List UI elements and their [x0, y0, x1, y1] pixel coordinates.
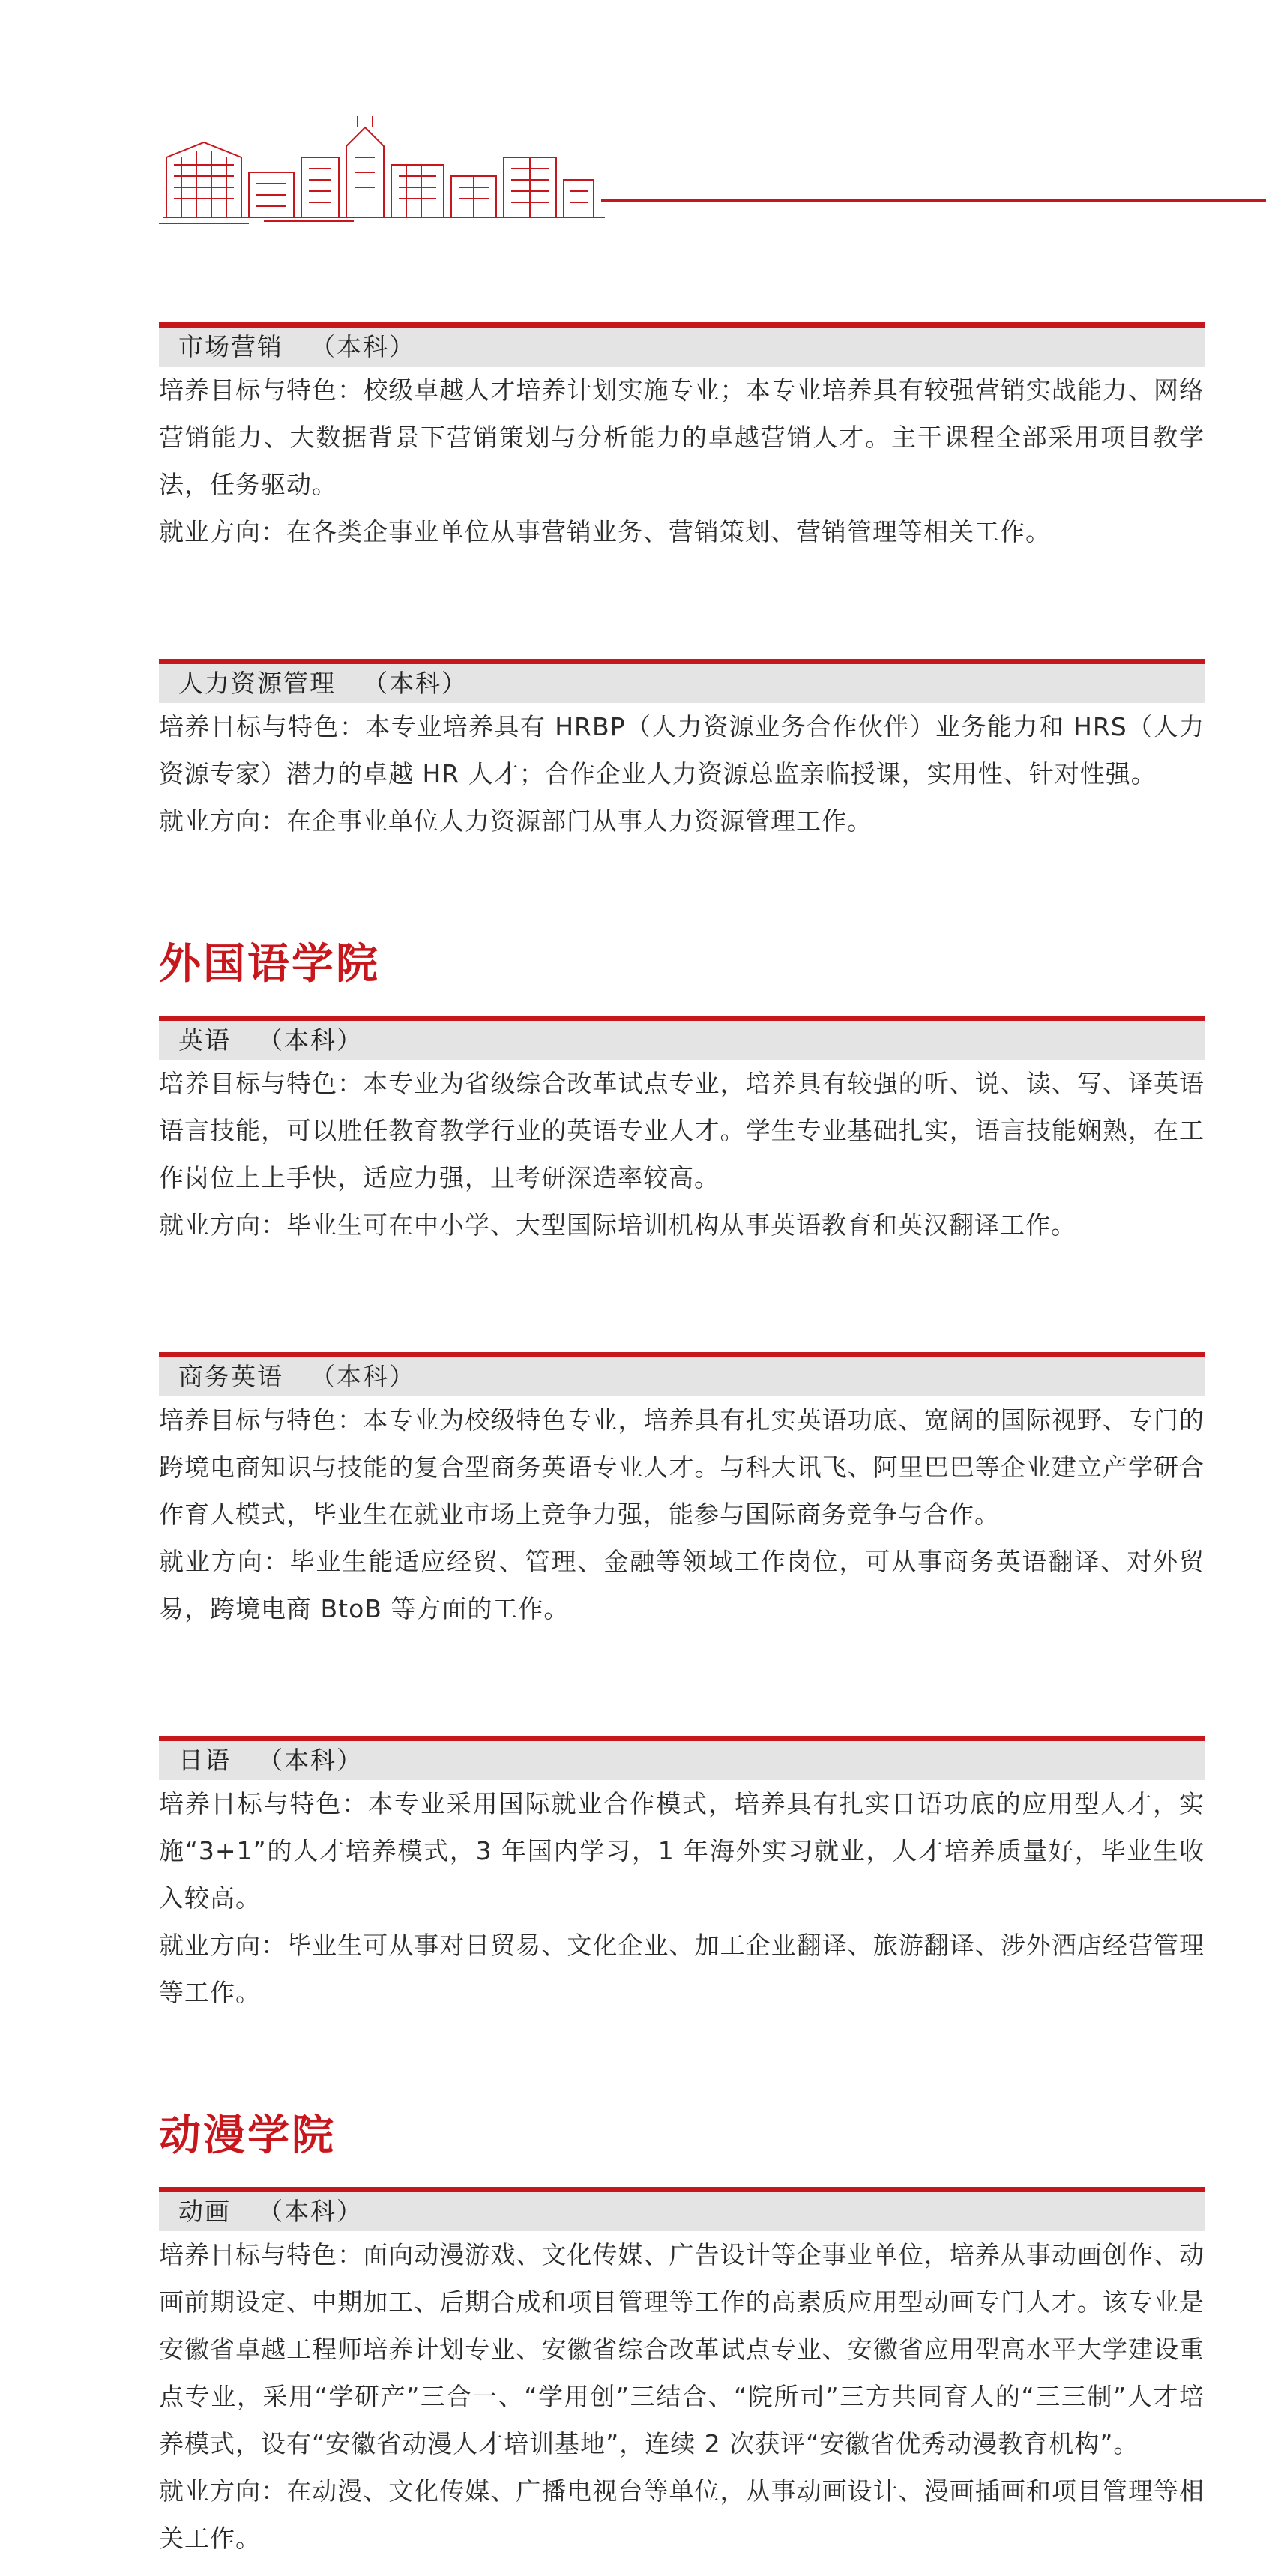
major-block	[159, 659, 1205, 845]
college-title: 动漫学院	[159, 2111, 336, 2160]
employment-direction-text: 就业方向：毕业生可从事对日贸易、文化企业、加工企业翻译、旅游翻译、涉外酒店经营管理等工作。	[159, 1931, 1205, 2007]
campus-illustration-icon	[159, 112, 609, 225]
employment-direction-text: 就业方向：在动漫、文化传媒、广播电视台等单位，从事动画设计、漫画插画和项目管理等相关工作。	[159, 2476, 1205, 2553]
employment-direction-text: 就业方向：毕业生可在中小学、大型国际培训机构从事英语教育和英汉翻译工作。	[159, 1210, 1076, 1240]
training-goal-text: 培养目标与特色：校级卓越人才培养计划实施专业；本专业培养具有较强营销实战能力、网络营销能力、大数据背景下营销策划与分析能力的卓越营销人才。主干课程全部采用项目教学法，任务驱动。	[159, 375, 1205, 499]
major-block	[159, 1352, 1205, 1632]
header-rule	[601, 199, 1266, 202]
page-header	[159, 112, 1266, 225]
major-degree: （本科）	[310, 332, 415, 361]
major-block	[159, 1016, 1205, 1249]
major-title-bar	[159, 1016, 1205, 1060]
training-goal-text: 培养目标与特色：面向动漫游戏、文化传媒、广告设计等企事业单位，培养从事动画创作、动画前期设定、中期加工、后期合成和项目管理等工作的高素质应用型动画专门人才。该专业是安徽省卓越工程师培养计划专业、安徽省综合改革试点专业、安徽省应用型高水平大学建设重点专业，采用“学研产”三合一、“学用创”三结合、“院所司”三方共同育人的“三三制”人才培养模式，设有“安徽省动漫人才培训基地”，连续 2 次获评“安徽省优秀动漫教育机构”。	[159, 2240, 1205, 2458]
training-goal-text: 培养目标与特色：本专业为省级综合改革试点专业，培养具有较强的听、说、读、写、译英语语言技能，可以胜任教育教学行业的英语专业人才。学生专业基础扎实，语言技能娴熟，在工作岗位上上手快，适应力强，且考研深造率较高。	[159, 1069, 1205, 1192]
training-goal-text: 培养目标与特色：本专业培养具有 HRBP（人力资源业务合作伙伴）业务能力和 HRS（人力资源专家）潜力的卓越 HR 人才；合作企业人力资源总监亲临授课，实用性、针对性强。	[159, 712, 1205, 788]
major-title-bar	[159, 659, 1205, 703]
training-goal-text: 培养目标与特色：本专业采用国际就业合作模式，培养具有扎实日语功底的应用型人才，实施“3+1”的人才培养模式，3 年国内学习，1 年海外实习就业，人才培养质量好，毕业生收入较高。	[159, 1789, 1205, 1913]
major-block	[159, 322, 1205, 555]
major-name: 人力资源管理	[178, 669, 336, 698]
major-title-bar	[159, 322, 1205, 367]
employment-direction-text: 就业方向：在企事业单位人力资源部门从事人力资源管理工作。	[159, 806, 872, 836]
major-name: 日语	[178, 1746, 231, 1775]
major-name: 市场营销	[178, 332, 283, 361]
major-name: 商务英语	[178, 1362, 283, 1391]
major-block	[159, 2187, 1205, 2562]
employment-direction-text: 就业方向：在各类企事业单位从事营销业务、营销策划、营销管理等相关工作。	[159, 517, 1051, 546]
major-title-bar	[159, 2187, 1205, 2231]
major-degree: （本科）	[258, 1746, 363, 1775]
college-title: 外国语学院	[159, 940, 380, 989]
employment-direction-text: 就业方向：毕业生能适应经贸、管理、金融等领域工作岗位，可从事商务英语翻译、对外贸易，跨境电商 BtoB 等方面的工作。	[159, 1547, 1205, 1623]
major-degree: （本科）	[258, 1025, 363, 1055]
major-degree: （本科）	[363, 669, 468, 698]
major-name: 动画	[178, 2197, 231, 2226]
major-name: 英语	[178, 1025, 231, 1055]
major-degree: （本科）	[310, 1362, 415, 1391]
major-block	[159, 1736, 1205, 2016]
major-title-bar	[159, 1352, 1205, 1396]
training-goal-text: 培养目标与特色：本专业为校级特色专业，培养具有扎实英语功底、宽阔的国际视野、专门的跨境电商知识与技能的复合型商务英语专业人才。与科大讯飞、阿里巴巴等企业建立产学研合作育人模式，毕业生在就业市场上竞争力强，能参与国际商务竞争与合作。	[159, 1405, 1205, 1529]
majors-content	[159, 322, 1205, 2562]
major-degree: （本科）	[258, 2197, 363, 2226]
major-title-bar	[159, 1736, 1205, 1780]
